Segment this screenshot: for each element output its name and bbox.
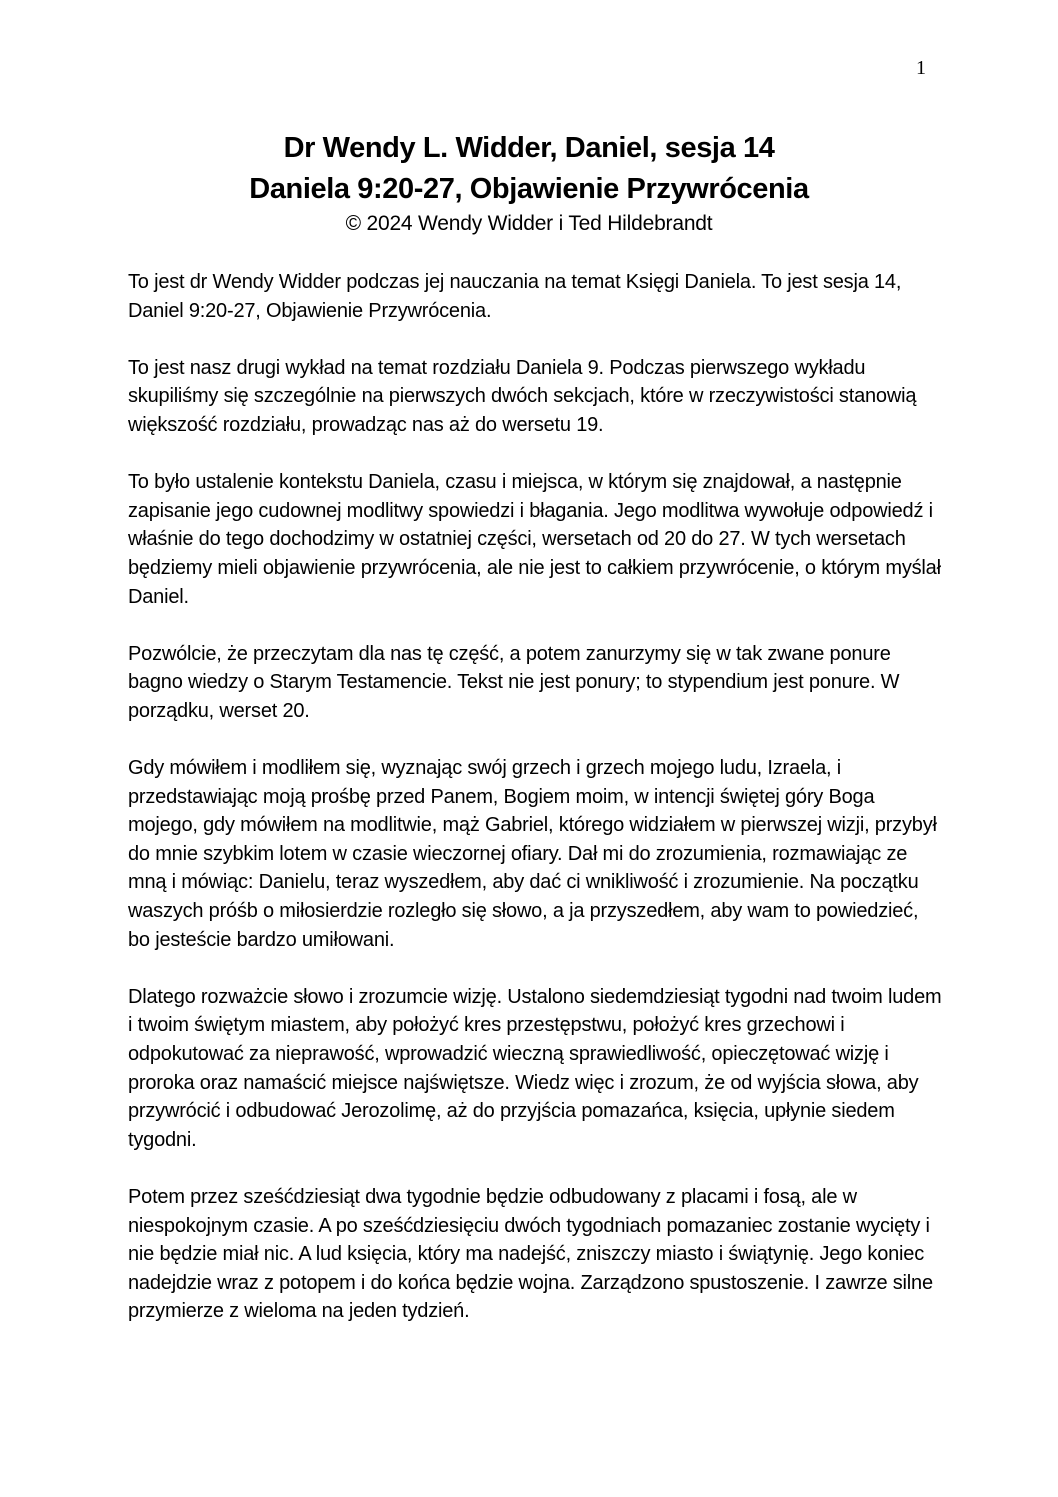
body-paragraph: Potem przez sześćdziesiąt dwa tygodnie będzie odbudowany z placami i fosą, ale w niespokojnym czasie. A po sześćdziesięciu dwóch tygodniach pomazaniec zostanie wycięty i nie będzie miał nic. A lud księcia, który ma nadejść, zniszczy miasto i świątynię. Jego koniec nadejdzie wraz z potopem i do końca będzie wojna. Zarządzono spustoszenie. I zawrze silne przymierze z wieloma na jeden tydzień. — [128, 1186, 933, 1323]
body-paragraph: To jest nasz drugi wykład na temat rozdziału Daniela 9. Podczas pierwszego wykładu skupiliśmy się szczególnie na pierwszych dwóch sekcjach, które w rzeczywistości stanowią większość rozdziału, prowadząc nas aż do wersetu 19. — [128, 356, 917, 436]
body-paragraph: To jest dr Wendy Widder podczas jej nauczania na temat Księgi Daniela. To jest sesja 14, Daniel 9:20-27, Objawienie Przywrócenia. — [128, 271, 902, 322]
body-paragraph: Gdy mówiłem i modliłem się, wyznając swój grzech i grzech mojego ludu, Izraela, i przedstawiając moją prośbę przed Panem, Bogiem moim, w intencji świętej góry Boga mojego, gdy mówiłem na modlitwie, mąż Gabriel, którego widziałem w pierwszej wizji, przybył do mnie szybkim lotem w czasie wieczornej ofiary. Dał mi do zrozumienia, rozmawiając ze mną i mówiąc: Danielu, teraz wyszedłem, aby dać ci wnikliwość i zrozumienie. Na początku waszych próśb o miłosierdzie rozległo się słowo, a ja przyszedłem, aby wam to powiedzieć, bo jesteście bardzo umiłowani. — [128, 757, 937, 951]
document-header — [0, 128, 1058, 238]
document-body — [128, 268, 943, 1355]
body-paragraph: To było ustalenie kontekstu Daniela, czasu i miejsca, w którym się znajdował, a następnie zapisanie jego cudownej modlitwy spowiedzi i błagania. Jego modlitwa wywołuje odpowiedź i właśnie do tego dochodzimy w ostatniej części, wersetach od 20 do 27. W tych wersetach będziemy mieli objawienie przywrócenia, ale nie jest to całkiem przywrócenie, o którym myślał Daniel. — [128, 471, 941, 608]
body-paragraph: Pozwólcie, że przeczytam dla nas tę część, a potem zanurzymy się w tak zwane ponure bagno wiedzy o Starym Testamencie. Tekst nie jest ponury; to stypendium jest ponure. W porządku, werset 20. — [128, 642, 900, 722]
body-paragraph: Dlatego rozważcie słowo i zrozumcie wizję. Ustalono siedemdziesiąt tygodni nad twoim ludem i twoim świętym miastem, aby położyć kres przestępstwu, położyć kres grzechowi i odpokutować za nieprawość, wprowadzić wieczną sprawiedliwość, opieczętować wizję i proroka oraz namaścić miejsce najświętsze. Wiedz więc i zrozum, że od wyjścia słowa, aby przywrócić i odbudować Jerozolimę, aż do przyjścia pomazańca, księcia, upłynie siedem tygodni. — [128, 985, 942, 1151]
document-title — [0, 128, 1058, 210]
page-number: 1 — [916, 57, 926, 79]
copyright-line: © 2024 Wendy Widder i Ted Hildebrandt — [345, 212, 713, 235]
title-line-2: Daniela 9:20-27, Objawienie Przywrócenia — [249, 173, 809, 205]
title-line-1: Dr Wendy L. Widder, Daniel, sesja 14 — [283, 132, 775, 164]
